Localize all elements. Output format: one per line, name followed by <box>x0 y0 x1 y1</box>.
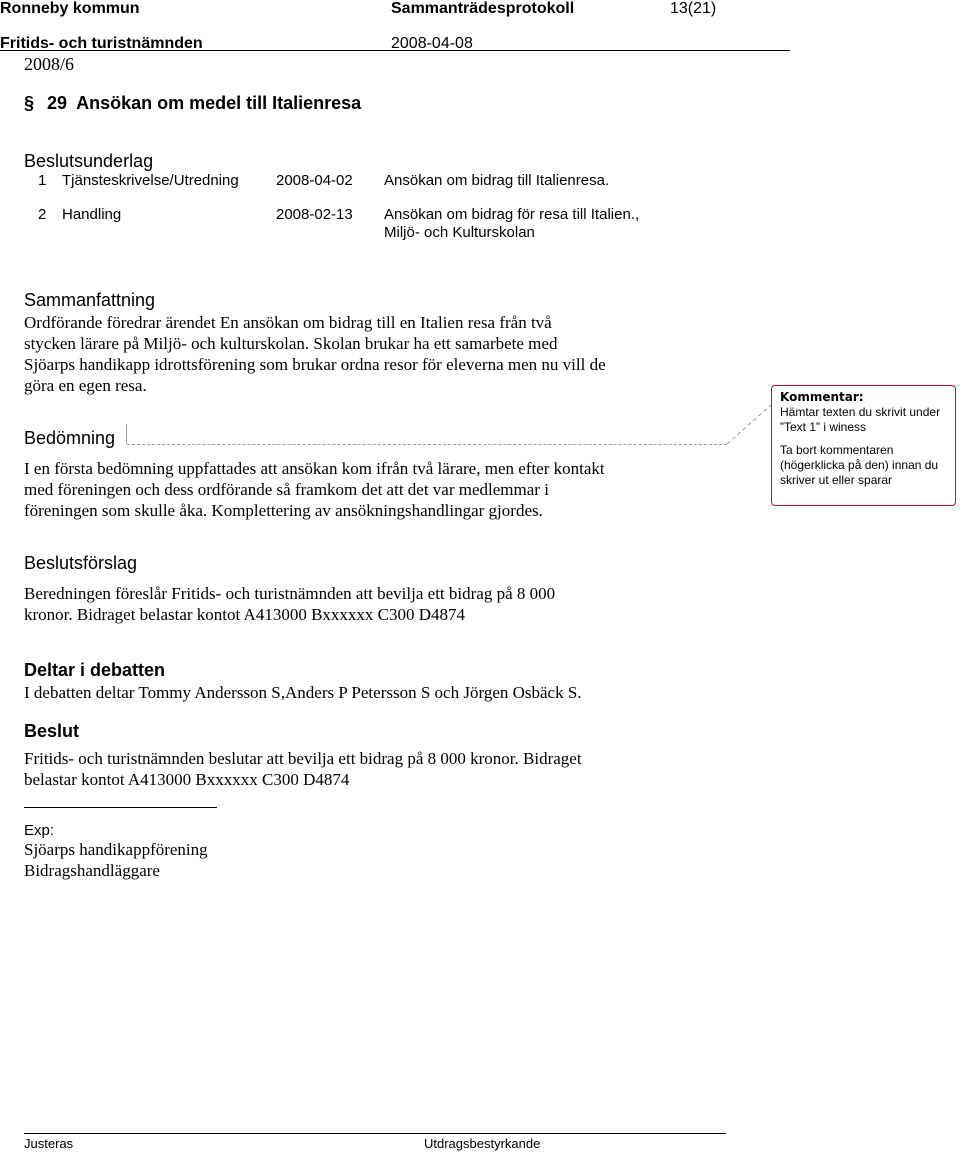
sammanfattning-line-4: göra en egen resa. <box>24 376 147 395</box>
exp-recipient-1: Sjöarps handikappförening <box>24 840 208 859</box>
footer-justeras: Justeras <box>24 1136 74 1151</box>
case-number: 2008/6 <box>24 54 75 74</box>
sammanfattning-text <box>24 312 606 396</box>
item-title <box>24 93 361 114</box>
text-cursor <box>126 424 127 444</box>
comment-balloon[interactable] <box>771 385 956 506</box>
separator-line <box>24 807 217 808</box>
underlag-1-desc: Ansökan om bidrag till Italienresa. <box>384 172 610 189</box>
beslut-text <box>24 748 582 790</box>
exp-label: Exp: <box>24 822 55 839</box>
sammanfattning-line-3: Sjöarps handikapp idrottsförening som brukar ordna resor för eleverna men nu vill de <box>24 355 606 374</box>
sammanfattning-heading: Sammanfattning <box>24 290 156 310</box>
underlag-2-date: 2008-02-13 <box>276 206 353 223</box>
underlag-1-type: Tjänsteskrivelse/Utredning <box>62 172 239 189</box>
beslutsforslag-line-1: Beredningen föreslår Fritids- och turistnämnden att bevilja ett bidrag på 8 000 <box>24 584 556 603</box>
deltar-text: I debatten deltar Tommy Andersson S,Anders P Petersson S och Jörgen Osbäck S. <box>24 683 582 702</box>
underlag-1-date: 2008-04-02 <box>276 172 353 189</box>
committee-name: Fritids- och turistnämnden <box>0 35 203 52</box>
underlag-2-desc: Ansökan om bidrag för resa till Italien., <box>384 206 640 223</box>
comment-text-2b: (högerklicka på den) innan du <box>780 458 939 472</box>
comment-text-1b: ”Text 1” i winess <box>780 420 867 434</box>
bedomning-line-1: I en första bedömning uppfattades att ansökan kom ifrån två lärare, men efter kontakt <box>24 459 605 478</box>
beslutsforslag-heading: Beslutsförslag <box>24 553 138 573</box>
underlag-2-type: Handling <box>62 206 122 223</box>
comment-title: Kommentar: <box>780 390 864 404</box>
beslutsunderlag-heading: Beslutsunderlag <box>24 151 154 171</box>
exp-recipients <box>24 839 208 881</box>
underlag-1-num: 1 <box>38 172 47 189</box>
page-number: 13(21) <box>670 0 717 17</box>
comment-text-1a: Hämtar texten du skrivit under <box>780 405 941 419</box>
footer-utdragsbestyrkande: Utdragsbestyrkande <box>424 1136 541 1151</box>
footer-rule <box>24 1133 726 1134</box>
bedomning-line-2: med föreningen och dess ordförande så framkom det att det var medlemmar i <box>24 480 549 499</box>
comment-text-2a: Ta bort kommentaren <box>780 443 894 457</box>
meeting-date: 2008-04-08 <box>391 35 473 52</box>
sammanfattning-line-1: Ordförande föredrar ärendet En ansökan om bidrag till en Italien resa från två <box>24 313 552 332</box>
bedomning-line-3: föreningen som skulle åka. Komplettering av ansökningshandlingar gjordes. <box>24 501 543 520</box>
beslut-heading: Beslut <box>24 721 80 741</box>
sammanfattning-line-2: stycken lärare på Miljö- och kulturskolan. Skolan brukar ha ett samarbete med <box>24 334 558 353</box>
beslutsforslag-text <box>24 583 555 625</box>
municipality-name: Ronneby kommun <box>0 0 140 17</box>
item-number: 29 <box>47 93 68 113</box>
deltar-heading: Deltar i debatten <box>24 660 166 680</box>
beslut-line-2: belastar kontot A413000 Bxxxxxx C300 D4874 <box>24 770 350 789</box>
paragraph-symbol: § <box>24 93 35 113</box>
bedomning-text <box>24 458 605 521</box>
item-title-text: Ansökan om medel till Italienresa <box>76 93 362 113</box>
bedomning-heading: Bedömning <box>24 428 116 448</box>
exp-recipient-2: Bidragshandläggare <box>24 861 160 880</box>
document-type: Sammanträdesprotokoll <box>391 0 575 17</box>
beslutsforslag-line-2: kronor. Bidraget belastar kontot A413000 Bxxxxxx C300 D4874 <box>24 605 466 624</box>
underlag-2-num: 2 <box>38 206 47 223</box>
header-rule <box>0 50 790 51</box>
comment-text-2c: skriver ut eller sparar <box>780 473 893 487</box>
beslut-line-1: Fritids- och turistnämnden beslutar att bevilja ett bidrag på 8 000 kronor. Bidraget <box>24 749 582 768</box>
underlag-2-desc-line2: Miljö- och Kulturskolan <box>384 224 535 241</box>
comment-anchor-line <box>127 444 727 445</box>
comment-connector <box>726 404 772 446</box>
